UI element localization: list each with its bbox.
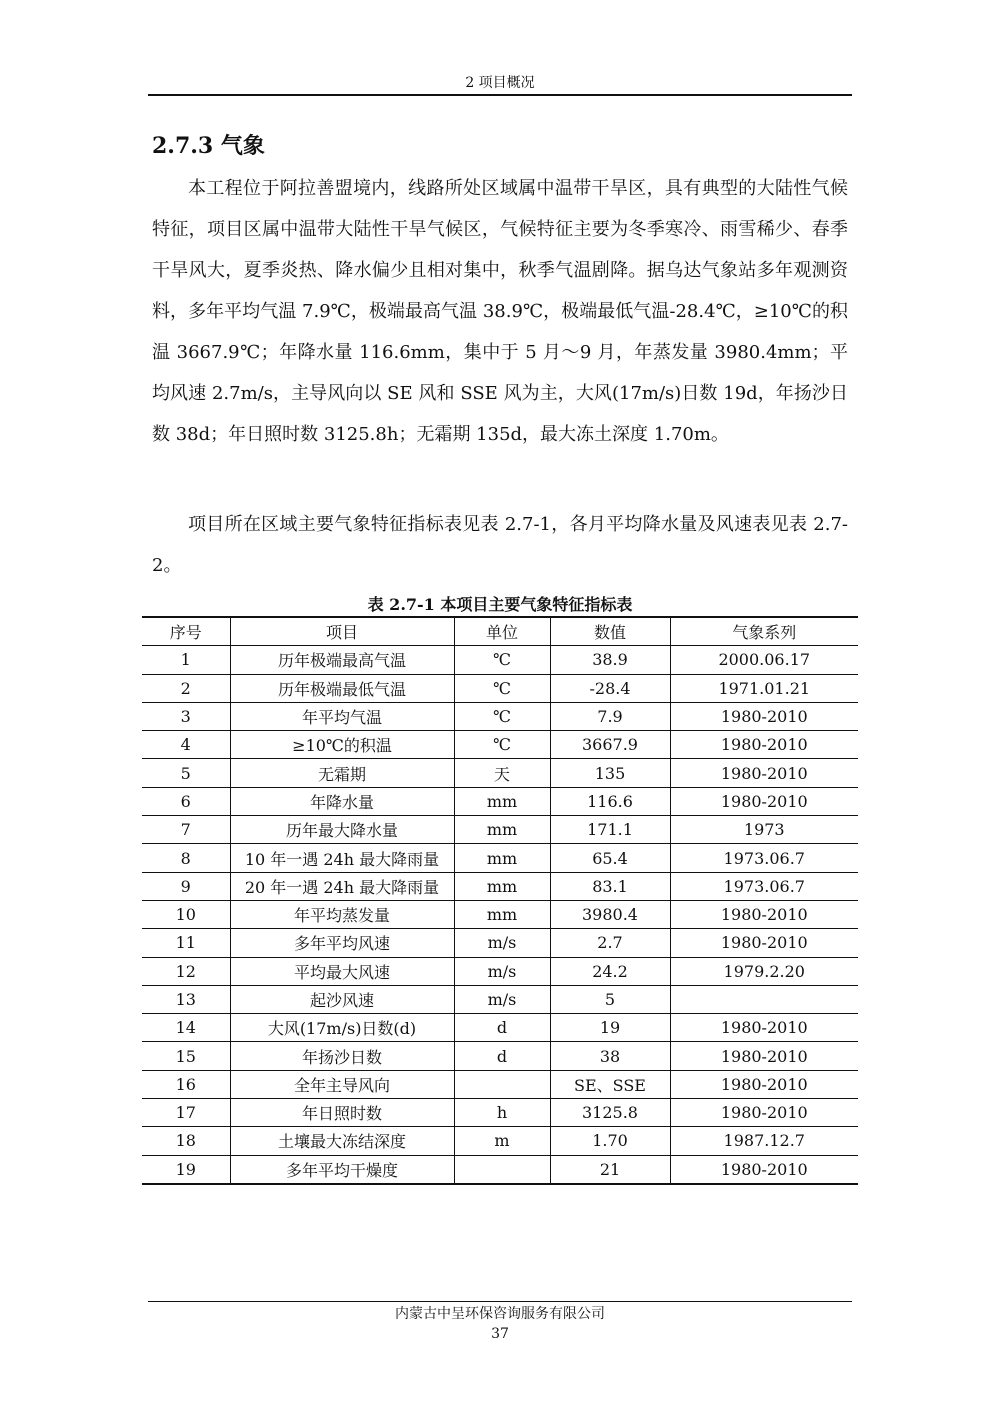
- header-cell-unit: 单位: [454, 617, 550, 646]
- cell-value: -28.4: [550, 674, 670, 702]
- cell-series: 1971.01.21: [670, 674, 858, 702]
- cell-index: 15: [142, 1042, 230, 1070]
- cell-unit: ℃: [454, 646, 550, 674]
- page-header: 2 项目概况: [465, 75, 535, 91]
- cell-value: 19: [550, 1014, 670, 1042]
- table-row: [142, 787, 858, 815]
- cell-value: 21: [550, 1155, 670, 1184]
- table-row: [142, 844, 858, 872]
- cell-item: 历年最大降水量: [230, 816, 454, 844]
- cell-index: 10: [142, 900, 230, 928]
- cell-item: 年降水量: [230, 787, 454, 815]
- cell-unit: m: [454, 1127, 550, 1155]
- cell-value: 1.70: [550, 1127, 670, 1155]
- table-row: [142, 1042, 858, 1070]
- cell-unit: mm: [454, 816, 550, 844]
- table-row: [142, 929, 858, 957]
- section-title: 2.7.3 气象: [152, 133, 265, 159]
- cell-index: 9: [142, 872, 230, 900]
- table-row: [142, 985, 858, 1013]
- cell-index: 13: [142, 985, 230, 1013]
- cell-series: 1973.06.7: [670, 872, 858, 900]
- cell-item: 全年主导风向: [230, 1070, 454, 1098]
- cell-series: 1980-2010: [670, 759, 858, 787]
- cell-item: 10 年一遇 24h 最大降雨量: [230, 844, 454, 872]
- cell-value: 2.7: [550, 929, 670, 957]
- cell-unit: ℃: [454, 702, 550, 730]
- cell-item: 平均最大风速: [230, 957, 454, 985]
- table-row: [142, 816, 858, 844]
- cell-item: ≥10℃的积温: [230, 731, 454, 759]
- cell-index: 18: [142, 1127, 230, 1155]
- header-cell-index: 序号: [142, 617, 230, 646]
- table-row: [142, 957, 858, 985]
- table-row: [142, 1099, 858, 1127]
- header-cell-series: 气象系列: [670, 617, 858, 646]
- cell-unit: m/s: [454, 957, 550, 985]
- cell-item: 年扬沙日数: [230, 1042, 454, 1070]
- cell-value: 3667.9: [550, 731, 670, 759]
- table-row: [142, 646, 858, 674]
- cell-unit: m/s: [454, 929, 550, 957]
- cell-index: 5: [142, 759, 230, 787]
- cell-index: 3: [142, 702, 230, 730]
- table-row: [142, 759, 858, 787]
- table-body: [142, 646, 858, 1184]
- climate-indicator-table: [142, 616, 858, 1185]
- cell-value: 24.2: [550, 957, 670, 985]
- cell-unit: m/s: [454, 985, 550, 1013]
- cell-index: 1: [142, 646, 230, 674]
- table-row: [142, 900, 858, 928]
- cell-item: 年平均蒸发量: [230, 900, 454, 928]
- cell-series: 1980-2010: [670, 1099, 858, 1127]
- cell-unit: mm: [454, 844, 550, 872]
- cell-unit: d: [454, 1014, 550, 1042]
- cell-value: SE、SSE: [550, 1070, 670, 1098]
- cell-unit: h: [454, 1099, 550, 1127]
- cell-index: 17: [142, 1099, 230, 1127]
- cell-series: 1987.12.7: [670, 1127, 858, 1155]
- cell-item: 土壤最大冻结深度: [230, 1127, 454, 1155]
- header-cell-item: 项目: [230, 617, 454, 646]
- cell-unit: mm: [454, 872, 550, 900]
- cell-item: 年日照时数: [230, 1099, 454, 1127]
- cell-series: 1980-2010: [670, 1155, 858, 1184]
- header-divider: [148, 94, 852, 96]
- cell-unit: ℃: [454, 731, 550, 759]
- cell-series: 1980-2010: [670, 929, 858, 957]
- cell-value: 65.4: [550, 844, 670, 872]
- cell-index: 6: [142, 787, 230, 815]
- cell-item: 历年极端最低气温: [230, 674, 454, 702]
- cell-value: 171.1: [550, 816, 670, 844]
- cell-value: 116.6: [550, 787, 670, 815]
- header-cell-value: 数值: [550, 617, 670, 646]
- cell-unit: mm: [454, 900, 550, 928]
- cell-item: 大风(17m/s)日数(d): [230, 1014, 454, 1042]
- cell-series: 1980-2010: [670, 787, 858, 815]
- table-row: [142, 702, 858, 730]
- cell-value: 3980.4: [550, 900, 670, 928]
- cell-series: 1979.2.20: [670, 957, 858, 985]
- cell-index: 11: [142, 929, 230, 957]
- cell-value: 3125.8: [550, 1099, 670, 1127]
- cell-unit: [454, 1155, 550, 1184]
- cell-index: 19: [142, 1155, 230, 1184]
- cell-value: 7.9: [550, 702, 670, 730]
- cell-series: 1980-2010: [670, 731, 858, 759]
- cell-unit: d: [454, 1042, 550, 1070]
- cell-item: 无霜期: [230, 759, 454, 787]
- cell-series: 1973: [670, 816, 858, 844]
- cell-item: 起沙风速: [230, 985, 454, 1013]
- table-row: [142, 1014, 858, 1042]
- cell-item: 20 年一遇 24h 最大降雨量: [230, 872, 454, 900]
- table-row: [142, 1070, 858, 1098]
- paragraph-climate-overview: 本工程位于阿拉善盟境内，线路所处区域属中温带干旱区，具有典型的大陆性气候特征，项目区属中温带大陆性干旱气候区，气候特征主要为冬季寒冷、雨雪稀少、春季干旱风大，夏季炎热、降水偏少且相对集中，秋季气温剧降。据乌达气象站多年观测资料，多年平均气温 7.9℃，极端最高气温 38.9℃，极端最低气温-28.4℃，≥10℃的积温 3667.9℃；年降水量 116.6mm，集中于 5 月～9 月，年蒸发量 3980.4mm；平均风速 2.7m/s，主导风向以 SE 风和 SSE 风为主，大风(17m/s)日数 19d，年扬沙日数 38d；年日照时数 3125.8h；无霜期 135d，最大冻土深度 1.70m。: [152, 178, 848, 445]
- cell-item: 多年平均干燥度: [230, 1155, 454, 1184]
- table-row: [142, 1127, 858, 1155]
- cell-series: 1973.06.7: [670, 844, 858, 872]
- cell-unit: 天: [454, 759, 550, 787]
- cell-index: 2: [142, 674, 230, 702]
- footer-company-name: 内蒙古中呈环保咨询服务有限公司: [395, 1306, 605, 1322]
- table-header-row: [142, 617, 858, 646]
- cell-series: 1980-2010: [670, 1042, 858, 1070]
- cell-series: [670, 985, 858, 1013]
- cell-index: 16: [142, 1070, 230, 1098]
- cell-index: 8: [142, 844, 230, 872]
- page-number: 37: [491, 1326, 509, 1342]
- cell-value: 5: [550, 985, 670, 1013]
- cell-index: 4: [142, 731, 230, 759]
- table-caption: 表 2.7-1 本项目主要气象特征指标表: [367, 595, 633, 614]
- cell-index: 7: [142, 816, 230, 844]
- cell-unit: [454, 1070, 550, 1098]
- cell-value: 38: [550, 1042, 670, 1070]
- paragraph-table-reference: 项目所在区域主要气象特征指标表见表 2.7-1，各月平均降水量及风速表见表 2.7-2。: [152, 514, 848, 576]
- cell-series: 1980-2010: [670, 702, 858, 730]
- cell-series: 1980-2010: [670, 1014, 858, 1042]
- table-row: [142, 1155, 858, 1184]
- cell-unit: ℃: [454, 674, 550, 702]
- cell-series: 1980-2010: [670, 1070, 858, 1098]
- table-row: [142, 674, 858, 702]
- cell-item: 年平均气温: [230, 702, 454, 730]
- cell-index: 14: [142, 1014, 230, 1042]
- footer-divider: [148, 1301, 852, 1302]
- cell-index: 12: [142, 957, 230, 985]
- cell-item: 历年极端最高气温: [230, 646, 454, 674]
- cell-item: 多年平均风速: [230, 929, 454, 957]
- cell-value: 83.1: [550, 872, 670, 900]
- cell-unit: mm: [454, 787, 550, 815]
- cell-series: 2000.06.17: [670, 646, 858, 674]
- cell-value: 135: [550, 759, 670, 787]
- cell-value: 38.9: [550, 646, 670, 674]
- table-row: [142, 872, 858, 900]
- cell-series: 1980-2010: [670, 900, 858, 928]
- table-row: [142, 731, 858, 759]
